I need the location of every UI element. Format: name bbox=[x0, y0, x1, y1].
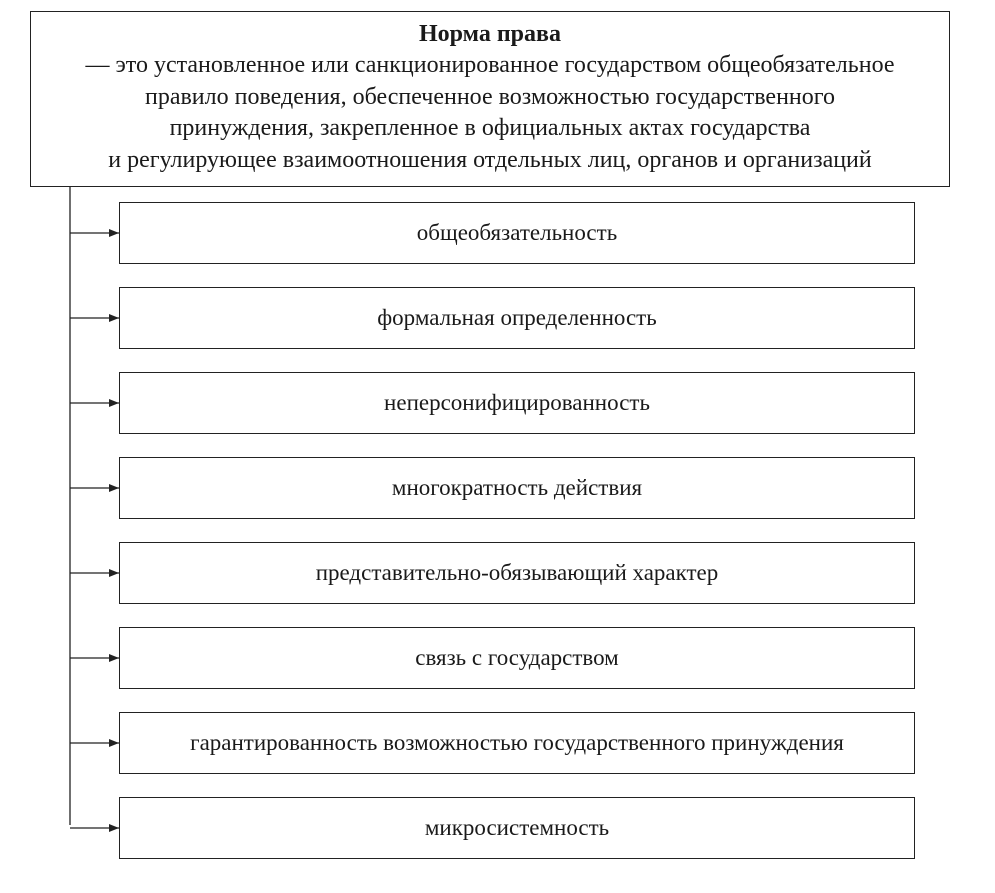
feature-box-8 bbox=[119, 797, 915, 859]
feature-label-2: формальная определенность bbox=[377, 305, 657, 330]
feature-box-6 bbox=[119, 627, 915, 689]
feature-box-5 bbox=[119, 542, 915, 604]
feature-label-6: связь с государством bbox=[415, 645, 619, 670]
feature-label-3: неперсонифицированность bbox=[384, 390, 650, 415]
feature-box-1 bbox=[119, 202, 915, 264]
feature-label-4: многократность действия bbox=[391, 475, 643, 500]
feature-label-1: общеобязательность bbox=[416, 220, 618, 245]
feature-box-2 bbox=[119, 287, 915, 349]
definition-line-2: правило поведения, обеспеченное возможностью государственного bbox=[144, 83, 836, 110]
definition-line-1: — это установленное или санкционированное государством общеобязательное bbox=[85, 52, 895, 78]
feature-label-5: представительно-обязывающий характер bbox=[315, 560, 719, 585]
definition-title: Норма права bbox=[419, 21, 561, 47]
feature-label-7: гарантированность возможностью государственного принуждения bbox=[190, 730, 844, 755]
definition-line-3: принуждения, закрепленное в официальных актах государства bbox=[169, 115, 811, 141]
feature-box-7 bbox=[119, 712, 915, 774]
feature-box-4 bbox=[119, 457, 915, 519]
feature-label-8: микросистемность bbox=[424, 815, 610, 840]
definition-line-4: и регулирующее взаимоотношения отдельных лиц, органов и организаций bbox=[108, 146, 872, 173]
feature-box-3 bbox=[119, 372, 915, 434]
